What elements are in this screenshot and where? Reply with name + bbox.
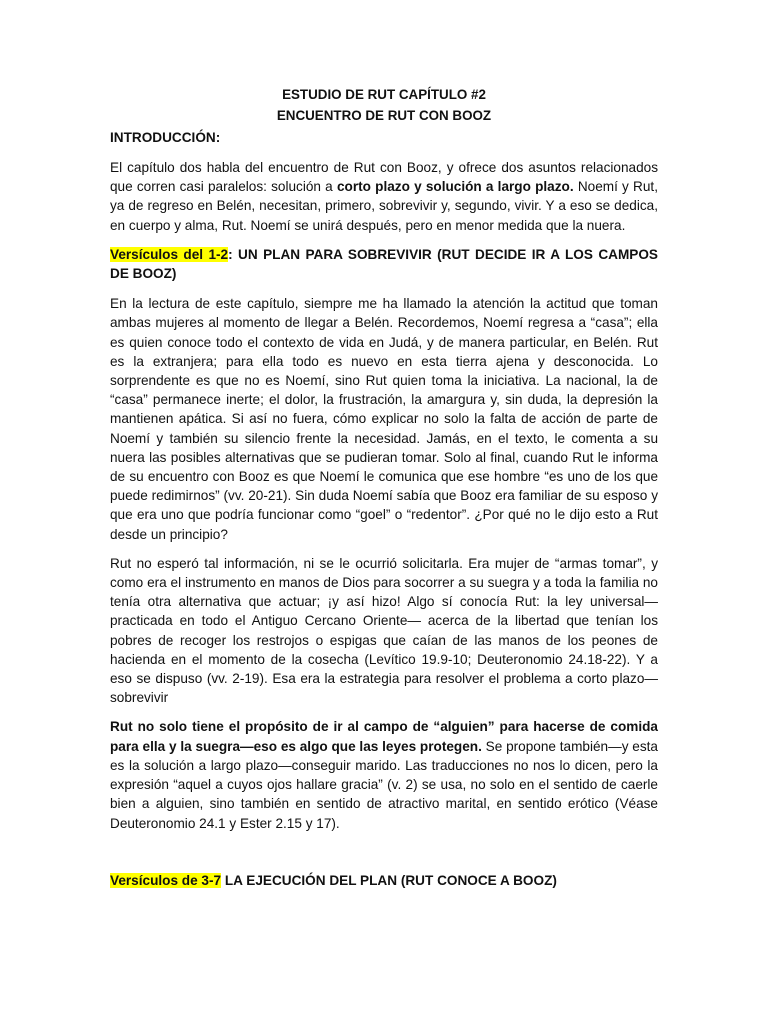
intro-text-2: Noemí y Rut, ya de regreso en Belén, necesitan, primero, sobrevivir y, segundo, vivir. Y a eso se dedica, en cuerpo y alma, Rut. Noemí se unirá después, pero en menor medida que la nuera.	[110, 179, 658, 233]
intro-label: INTRODUCCIÓN:	[110, 130, 221, 145]
section-1-heading-text: : UN PLAN PARA SOBREVIVIR (RUT DECIDE IR A LOS CAMPOS DE BOOZ)	[110, 246, 658, 282]
intro-bold-text: corto plazo y solución a largo plazo.	[336, 179, 574, 195]
section-heading-1	[110, 245, 658, 283]
body-paragraph-1: En la lectura de este capítulo, siempre me ha llamado la atención la actitud que toman ambas mujeres al momento de llegar a Belén. Recordemos, Noemí regresa a “casa”; ella es quien conoce todo el contexto de vida en Judá, y de manera particular, en Belén. Rut es la extranjera; para ella todo es nuevo en esta tierra ajena y desconocida. Lo sorprendente es que no es Noemí, sino Rut quien toma la iniciativa. La nacional, la de “casa” permanece inerte; el dolor, la frustración, la amargura y, sin duda, la depresión la mantienen apática. Si así no fuera, cómo explicar no solo la falta de acción de parte de Noemí y también su silencio frente la necesidad. Jamás, en el texto, le comenta a su nuera las posibles alternativas que se pudieran tomar. Solo al final, cuando Rut le informa de su encuentro con Booz es que Noemí le comunica que ese hombre “es uno de los que puede redimirnos” (vv. 20-21). Sin duda Noemí sabía que Booz era familiar de su esposo y que era uno que podría funcionar como “goel” o “redentor”. ¿Por qué no le dijo esto a Rut desde un principio?	[110, 296, 658, 542]
section-2-heading-text: LA EJECUCIÓN DEL PLAN (RUT CONOCE A BOOZ)	[221, 872, 557, 888]
paragraph-3-bold-text: Rut no solo tiene el propósito de ir al campo de “alguien” para hacerse de comida para ella y la suegra—eso es algo que las leyes protegen.	[110, 719, 658, 754]
document-title-line-1: ESTUDIO DE RUT CAPÍTULO #2	[282, 87, 486, 102]
document-title-line-2: ENCUENTRO DE RUT CON BOOZ	[276, 108, 492, 123]
paragraph-3-text: Se propone también—y esta es la solución a largo plazo—conseguir marido. Las traducciones no nos lo dicen, pero la expresión “aquel a cuyos ojos hallare gracia” (v. 2) se usa, no solo en el sentido de caerle bien a alguien, sino también en sentido de atractivo marital, en sentido erótico (Véase Deuteronomio 24.1 y Ester 2.15 y 17).	[110, 738, 658, 831]
intro-paragraph	[110, 158, 658, 235]
intro-text-1: El capítulo dos habla del encuentro de Rut con Booz, y ofrece dos asuntos relacionados que corren casi paralelos: solución a	[110, 160, 658, 195]
section-1-verse-highlight: Versículos del 1-2	[110, 246, 229, 262]
section-2-verse-highlight: Versículos de 3-7	[110, 872, 222, 888]
body-paragraph-3	[110, 717, 658, 832]
section-heading-2	[110, 871, 658, 890]
body-paragraph-2: Rut no esperó tal información, ni se le ocurrió solicitarla. Era mujer de “armas tomar”, y como era el instrumento en manos de Dios para socorrer a su suegra y a toda la familia no tenía otra alternativa que actuar; ¡y así hizo! Algo sí conocía Rut: la ley universal—practicada en todo el Antiguo Cercano Oriente— acerca de la libertad que tenían los pobres de recoger los restrojos o espigas que caían de las manos de los peones de hacienda en el momento de la cosecha (Levítico 19.9-10; Deuteronomio 24.18-22). Y a eso se dispuso (vv. 2-19). Esa era la estrategia para resolver el problema a corto plazo—sobrevivir	[110, 555, 658, 706]
